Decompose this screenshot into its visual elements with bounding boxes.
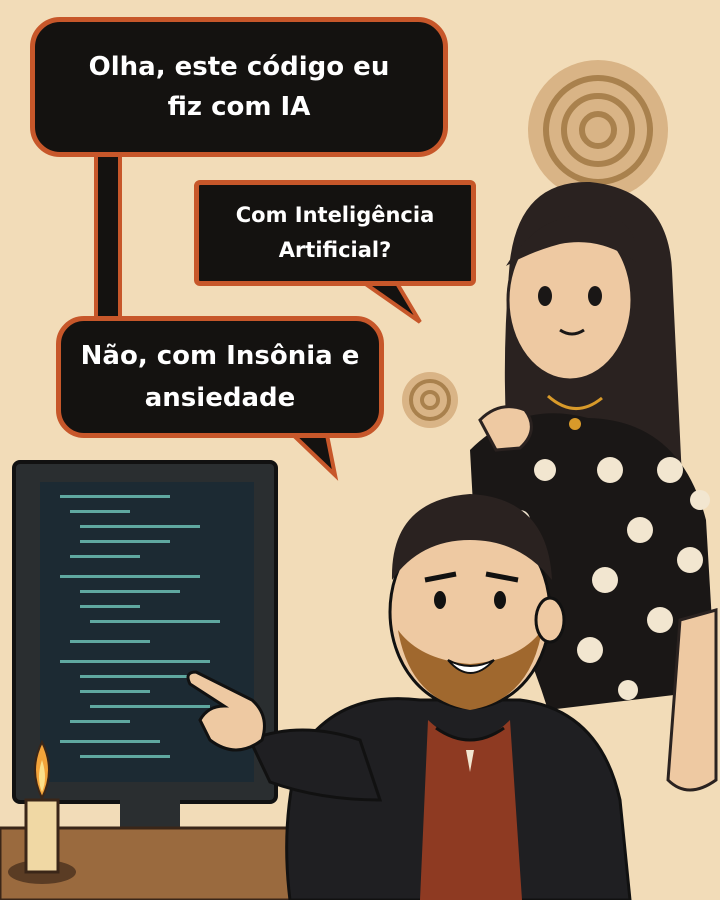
monitor	[14, 462, 276, 856]
speech-bubble-man-reply	[56, 316, 384, 438]
bubble1-line1: Olha, este código eu	[88, 52, 390, 82]
bubble3-line2: ansiedade	[144, 383, 296, 413]
bubble2-line2: Artificial?	[278, 238, 392, 262]
spiral-decoration-small	[402, 372, 458, 428]
bubble3-line1: Não, com Insônia e	[80, 341, 360, 371]
bubble2-line1: Com Inteligência	[235, 203, 435, 227]
speech-bubble-man	[30, 17, 448, 157]
speech-bubble-woman	[194, 180, 476, 286]
spiral-decoration-large	[528, 60, 668, 200]
bubble-connector	[96, 150, 120, 330]
bubble1-line2: fiz com IA	[167, 92, 311, 122]
